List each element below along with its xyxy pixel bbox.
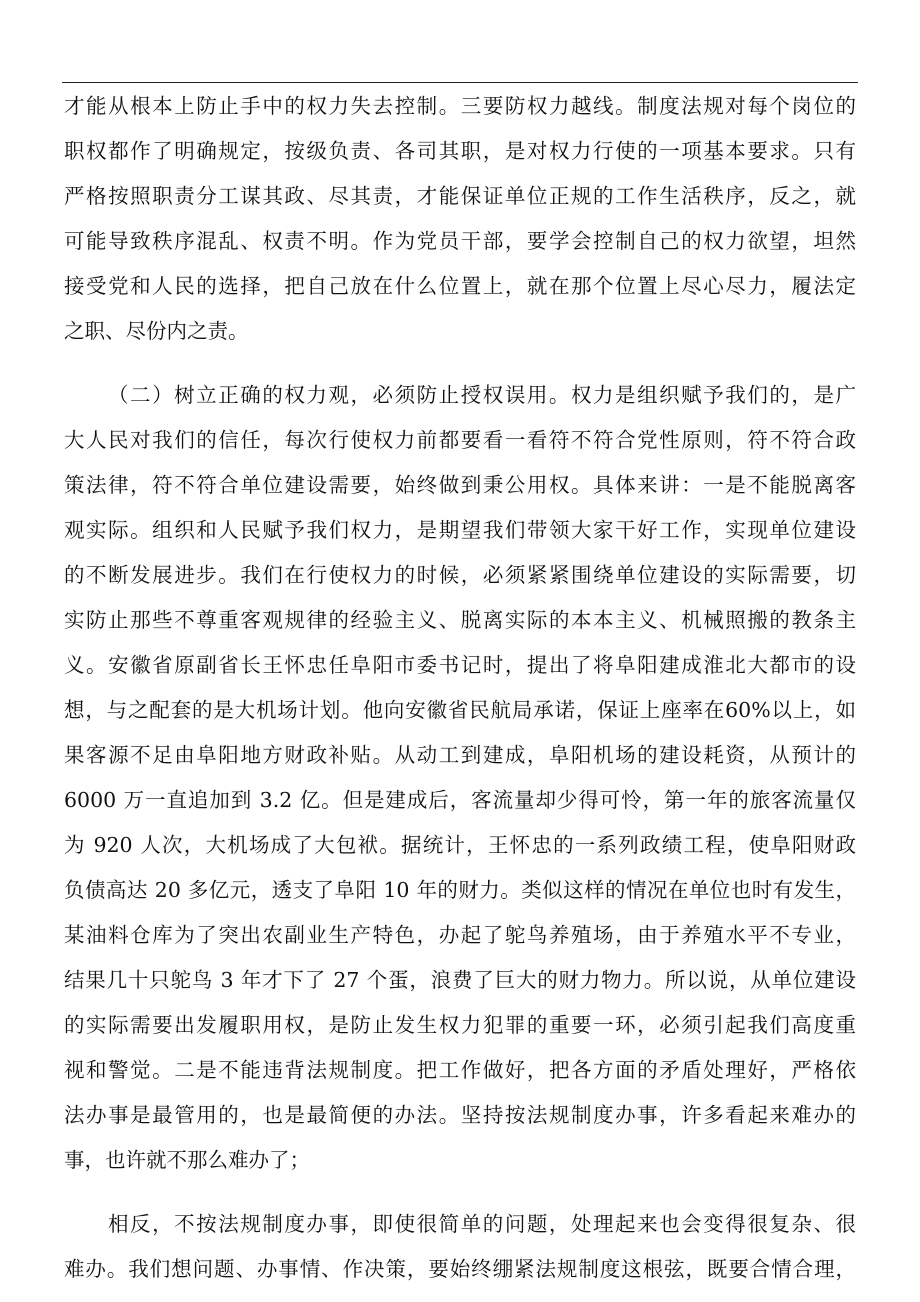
- text-line: 的实际需要出发履职用权，是防止发生权力犯罪的重要一环，必须引起我们高度重: [64, 1013, 856, 1037]
- text-line: 6000 万一直追加到 3.2 亿。但是建成后，客流量却少得可怜，第一年的旅客流量仅: [64, 788, 856, 812]
- text-line: 果客源不足由阜阳地方财政补贴。从动工到建成，阜阳机场的建设耗资，从预计的: [64, 743, 856, 767]
- text-line: 结果几十只鸵鸟 3 年才下了 27 个蛋，浪费了巨大的财力物力。所以说，从单位建设: [64, 968, 856, 992]
- text-line: 想，与之配套的是大机场计划。他向安徽省民航局承诺，保证上座率在60%以上，如: [64, 698, 856, 722]
- text-line: 才能从根本上防止手中的权力失去控制。三要防权力越线。制度法规对每个岗位的: [64, 94, 856, 118]
- text-line: 某油料仓库为了突出农副业生产特色，办起了鸵鸟养殖场，由于养殖水平不专业，: [64, 923, 856, 947]
- text-line: 法办事是最管用的，也是最简便的办法。坚持按法规制度办事，许多看起来难办的: [64, 1103, 856, 1127]
- text-line: 之职、尽份内之责。: [64, 319, 249, 343]
- paragraph-gap: [64, 1183, 856, 1202]
- text-line: 接受党和人民的选择，把自己放在什么位置上，就在那个位置上尽心尽力，履法定: [64, 274, 856, 298]
- text-line: 相反，不按法规制度办事，即使很简单的问题，处理起来也会变得很复杂、很: [108, 1212, 856, 1236]
- paragraph-2: [64, 373, 856, 1183]
- text-line: 实防止那些不尊重客观规律的经验主义、脱离实际的本本主义、机械照搬的教条主: [64, 608, 856, 632]
- text-line: 大人民对我们的信任，每次行使权力前都要看一看符不符合党性原则，符不符合政: [64, 428, 856, 452]
- text-line: 可能导致秩序混乱、权责不明。作为党员干部，要学会控制自己的权力欲望，坦然: [64, 229, 856, 253]
- paragraph-3: [64, 1202, 856, 1292]
- body-text: [64, 84, 856, 1292]
- text-line: 为 920 人次，大机场成了大包袱。据统计，王怀忠的一系列政绩工程，使阜阳财政: [64, 833, 856, 857]
- text-line: 的不断发展进步。我们在行使权力的时候，必须紧紧围绕单位建设的实际需要，切: [64, 563, 856, 587]
- text-line: 负债高达 20 多亿元，透支了阜阳 10 年的财力。类似这样的情况在单位也时有发生，: [64, 878, 856, 902]
- paragraph-gap: [64, 354, 856, 373]
- text-line: （二）树立正确的权力观，必须防止授权误用。权力是组织赋予我们的，是广: [108, 383, 856, 407]
- text-line: 义。安徽省原副省长王怀忠任阜阳市委书记时，提出了将阜阳建成淮北大都市的设: [64, 653, 856, 677]
- text-line: 难办。我们想问题、办事情、作决策，要始终绷紧法规制度这根弦，既要合情合理，: [64, 1257, 856, 1281]
- text-line: 职权都作了明确规定，按级负责、各司其职，是对权力行使的一项基本要求。只有: [64, 139, 856, 163]
- text-line: 事，也许就不那么难办了；: [64, 1148, 310, 1172]
- header-rule: [62, 82, 858, 83]
- paragraph-1: [64, 84, 856, 354]
- text-line: 策法律，符不符合单位建设需要，始终做到秉公用权。具体来讲：一是不能脱离客: [64, 473, 856, 497]
- text-line: 严格按照职责分工谋其政、尽其责，才能保证单位正规的工作生活秩序，反之，就: [64, 184, 856, 208]
- text-line: 视和警觉。二是不能违背法规制度。把工作做好，把各方面的矛盾处理好，严格依: [64, 1058, 856, 1082]
- text-line: 观实际。组织和人民赋予我们权力，是期望我们带领大家干好工作，实现单位建设: [64, 518, 856, 542]
